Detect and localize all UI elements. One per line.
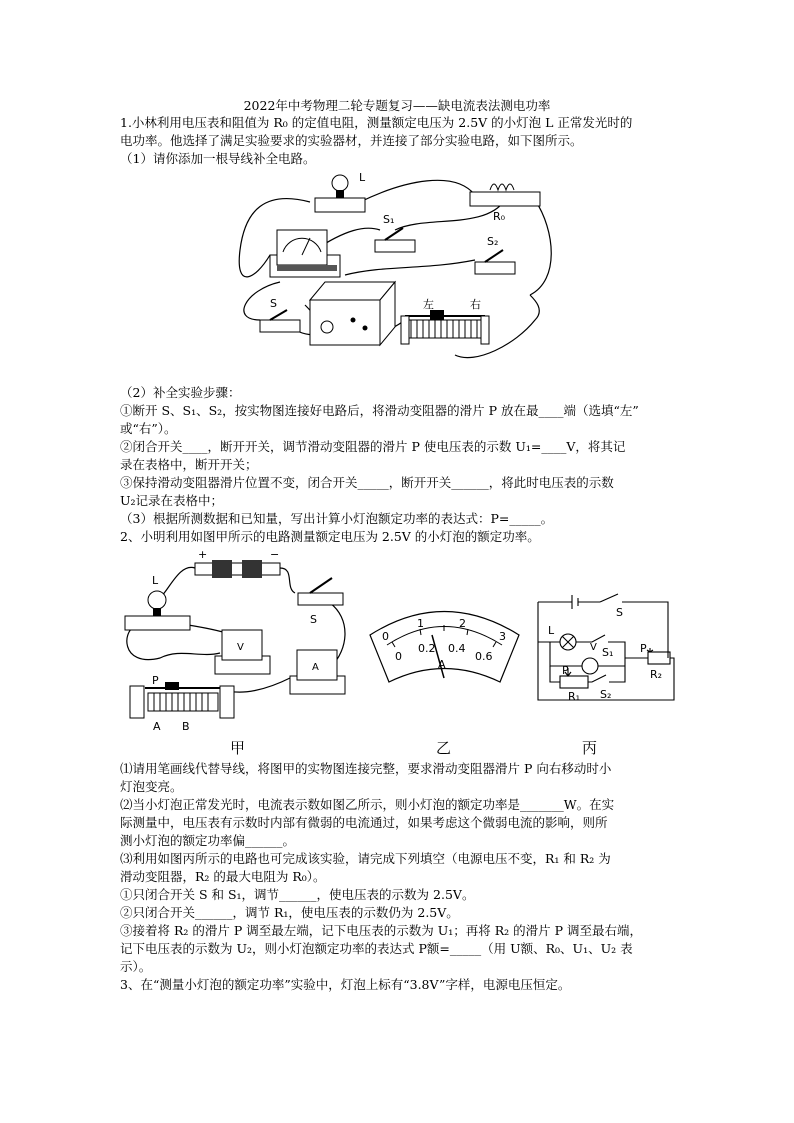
dial-top-tick: 1 [417,617,424,630]
label-R2: R₂ [650,668,663,681]
switch-s-icon [260,310,300,332]
q2-p2a: ⑵当小灯泡正常发光时，电流表示数如图乙所示，则小灯泡的额定功率是_______W。在实 [120,797,615,812]
q2-figure-yi-dial [362,600,527,690]
q1-circuit-figure [225,170,570,375]
label-L: L [152,574,159,587]
label-minus: − [270,548,280,561]
voltmeter-icon [215,630,270,674]
dial-bottom-tick: 0.2 [418,642,436,655]
dial-bottom-tick: 0.4 [448,642,466,655]
q1-step-2a: ②闭合开关____，断开开关，调节滑动变阻器的滑片 P 使电压表的示数 U₁=____V，将其记 [120,439,626,454]
label-S: S [270,297,277,310]
ammeter-icon [290,650,345,694]
label-plus: + [198,548,208,561]
label-L: L [548,624,555,637]
q2-p3a: ⑶利用如图丙所示的电路也可完成该实验，请完成下列填空（电源电压不变，R₁ 和 R₂ 为 [120,851,611,866]
q3-intro: 3、在“测量小灯泡的额定功率”实验中，灯泡上标有“3.8V”字样，电源电压恒定。 [120,977,571,992]
label-P2: P [640,642,647,655]
dial-top-tick: 2 [459,617,466,630]
label-V: V [590,642,597,653]
power-supply-icon [310,282,395,345]
svg-text:A: A [312,662,319,673]
label-left: 左 [423,298,434,311]
q2-s3c: 示）。 [120,959,152,974]
q1-step-3b: U₂记录在表格中； [120,493,224,508]
caption-yi: 乙 [436,739,452,757]
label-R1: R₁ [568,690,581,703]
q1-intro-2: 电功率。他选择了满足实验要求的实验器材，并连接了部分实验电路，如下图所示。 [120,133,583,148]
label-P: P [152,674,159,687]
label-S: S [310,613,317,626]
q2-p3b: 滑动变阻器，R₂ 的最大电阻为 R₀）。 [120,869,326,884]
dial-top-tick: 0 [382,630,389,643]
resistor-r0-icon [470,184,540,206]
caption-bing: 丙 [582,739,598,757]
caption-jia: 甲 [230,739,246,757]
rheostat-icon [130,682,234,718]
battery-icon [195,560,280,578]
q2-s3a: ③接着将 R₂ 的滑片 P 调至最左端，记下电压表的示数为 U₁；再将 R₂ 的滑片 P 调至最右端， [120,923,642,938]
q1-intro-1: 1.小林利用电压表和阻值为 R₀ 的定值电阻，测量额定电压为 2.5V 的小灯泡 L 正常发光时的 [120,115,633,130]
bulb-icon [125,591,190,630]
rheostat-icon [401,310,489,344]
q1-part-1: （1）请你添加一根导线补全电路。 [120,151,316,166]
label-S2: S₂ [600,688,612,701]
q2-p1b: 灯泡变亮。 [120,779,183,794]
label-S1: S₁ [383,213,395,226]
q2-s2: ②只闭合开关______，调节 R₁，使电压表的示数仍为 2.5V。 [120,905,459,920]
q1-part-2: （2）补全实验步骤： [120,385,241,400]
svg-text:V: V [237,642,244,653]
wire [360,180,475,202]
q2-p2c: 测小灯泡的额定功率偏______。 [120,833,296,848]
q1-step-3a: ③保持滑动变阻器滑片位置不变，闭合开关_____，断开开关______，将此时电压表的示数 [120,475,614,490]
dial-top-tick: 3 [499,630,506,643]
dial-unit: A [438,658,446,671]
label-S1: S₁ [602,646,614,659]
q1-step-2b: 录在表格中，断开开关； [120,457,258,472]
label-right: 右 [470,298,481,311]
voltmeter-icon [270,230,340,277]
q2-s3b: 记下电压表的示数为 U₂，则小灯泡额定功率的表达式 P额=_____（用 U额、R₀、U₁、U₂ 表 [120,941,633,956]
label-L: L [359,171,366,184]
switch-s1-icon [375,228,415,252]
switch-s2-icon [475,250,515,274]
dial-bottom-tick: 0 [395,650,402,663]
q1-step-1b: 或“右”）。 [120,421,177,436]
page-title: 2022年中考物理二轮专题复习——缺电流表法测电功率 [243,98,551,113]
label-R0: R₀ [493,210,506,223]
label-A: A [153,720,161,733]
q2-intro: 2、小明利用如图甲所示的电路测量额定电压为 2.5V 的小灯泡的额定功率。 [120,529,540,544]
label-P1: P [562,664,569,677]
label-S: S [616,606,623,619]
label-B: B [182,720,190,733]
q2-p1a: ⑴请用笔画线代替导线，将图甲的实物图连接完整，要求滑动变阻器滑片 P 向右移动时小 [120,761,612,776]
q2-p2b: 际测量中，电压表有示数时内部有微弱的电流通过，如果考虑这个微弱电流的影响，则所 [120,815,608,830]
label-S2: S₂ [487,235,499,248]
switch-s-icon [298,578,343,605]
bulb-icon [315,175,365,212]
q2-figure-jia [120,548,360,738]
dial-bottom-tick: 0.6 [475,650,493,663]
q2-s1: ①只闭合开关 S 和 S₁，调节______，使电压表的示数为 2.5V。 [120,887,475,902]
q1-step-1a: ①断开 S、S₁、S₂，按实物图连接好电路后，将滑动变阻器的滑片 P 放在最____端（选填“左” [120,403,639,418]
q1-part-3: （3）根据所测数据和已知量，写出计算小灯泡额定功率的表达式：P=_____。 [120,511,554,526]
q2-figure-bing-circuit [530,590,680,720]
